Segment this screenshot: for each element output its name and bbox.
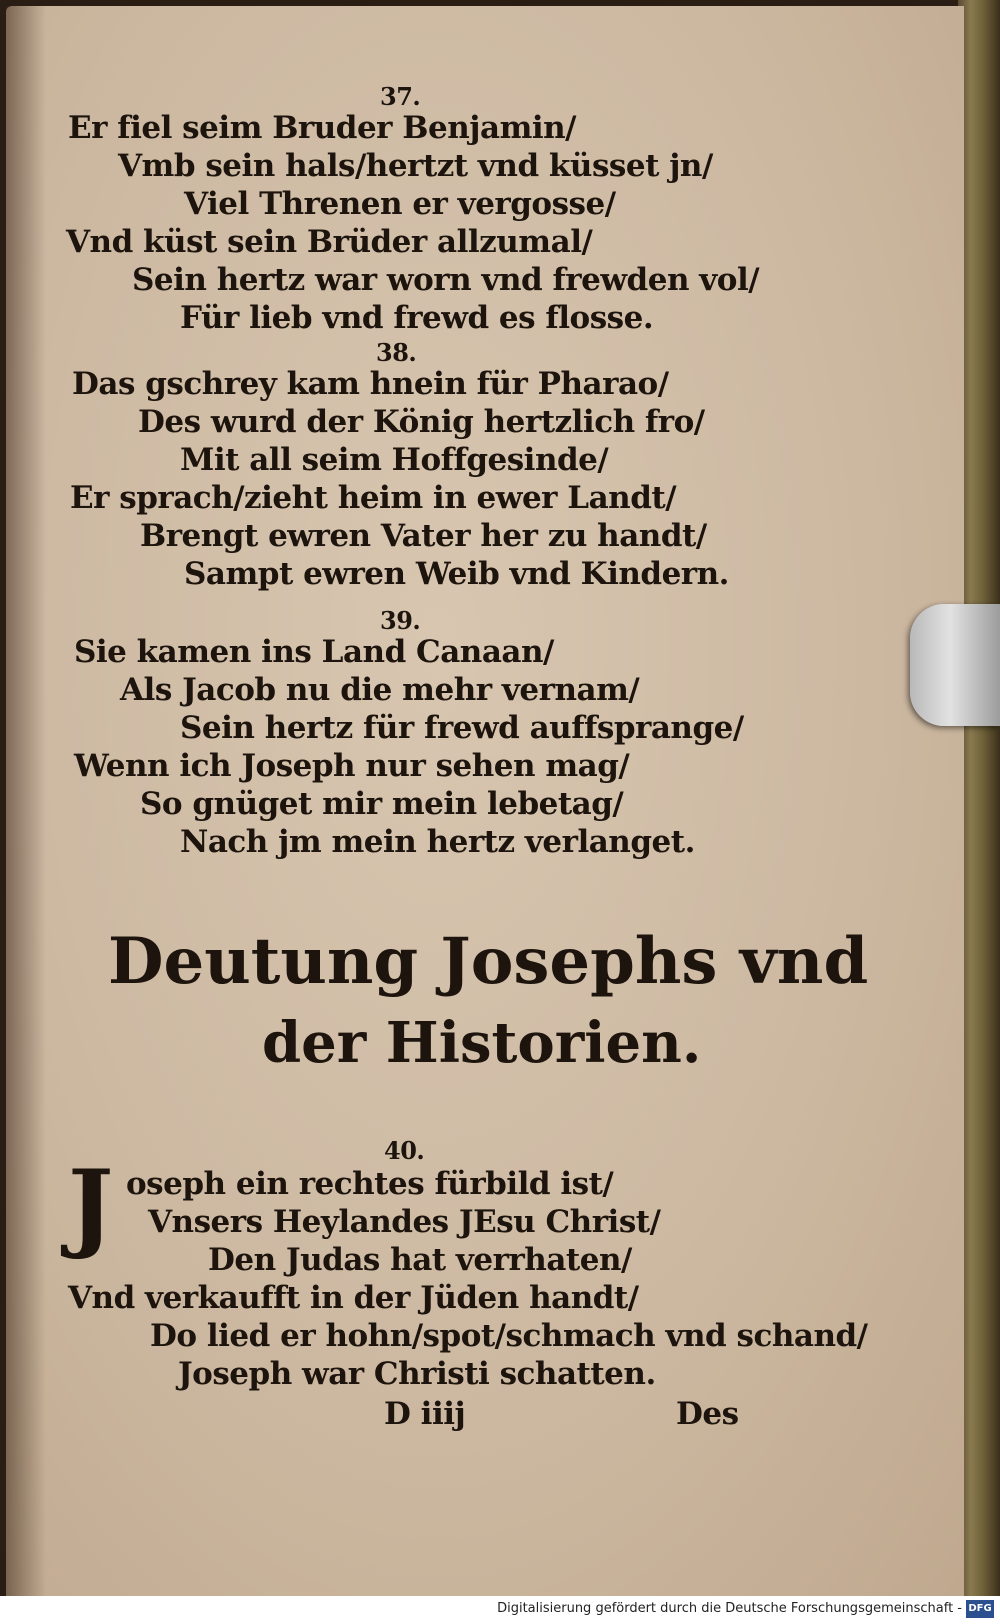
verse-line: Sie kamen ins Land Canaan/ (74, 634, 554, 670)
stanza-number: 37. (380, 82, 421, 111)
stanza-number: 39. (380, 606, 421, 635)
footer-bar (0, 1596, 1000, 1624)
gutter-shadow (6, 6, 46, 1596)
verse-line: Sampt ewren Weib vnd Kindern. (184, 556, 729, 592)
page-clip (910, 604, 1000, 726)
stanza-number: 40. (384, 1136, 425, 1165)
dfg-logo: DFG (966, 1600, 994, 1618)
verse-line: Do lied er hohn/spot/schmach vnd schand/ (150, 1318, 868, 1354)
verse-line: Er sprach/zieht heim in ewer Landt/ (70, 480, 677, 516)
verse-line: Vmb sein hals/hertzt vnd küsset jn/ (118, 148, 713, 184)
verse-line: Viel Threnen er vergosse/ (184, 186, 616, 222)
verse-line: Für lieb vnd frewd es flosse. (180, 300, 654, 336)
signature-mark: D iiij (384, 1396, 466, 1432)
verse-line: Das gschrey kam hnein für Pharao/ (72, 366, 669, 402)
verse-line: Vnd verkaufft in der Jüden handt/ (68, 1280, 639, 1316)
catchword: Des (676, 1396, 739, 1432)
verse-line: Vnsers Heylandes JEsu Christ/ (148, 1204, 661, 1240)
section-heading-continuation: der Historien. (262, 1010, 702, 1076)
verse-line: oseph ein rechtes fürbild ist/ (126, 1166, 614, 1202)
verse-line: So gnüget mir mein lebetag/ (140, 786, 624, 822)
verse-line: Sein hertz für frewd auffsprange/ (180, 710, 744, 746)
verse-line: Joseph war Christi schatten. (178, 1356, 656, 1392)
section-heading: Deutung Josephs vnd (108, 924, 869, 999)
stanza-number: 38. (376, 338, 417, 367)
verse-line: Er fiel seim Bruder Benjamin/ (68, 110, 577, 146)
verse-line: Mit all seim Hoffgesinde/ (180, 442, 609, 478)
verse-line: Des wurd der König hertzlich fro/ (138, 404, 705, 440)
verse-line: Vnd küst sein Brüder allzumal/ (66, 224, 593, 260)
verse-line: Brengt ewren Vater her zu handt/ (140, 518, 707, 554)
funding-notice: Digitalisierung gefördert durch die Deutsche Forschungsgemeinschaft - (497, 1601, 962, 1616)
initial-letter: J (68, 1149, 113, 1262)
verse-line: Als Jacob nu die mehr vernam/ (120, 672, 640, 708)
verse-line: Sein hertz war worn vnd frewden vol/ (132, 262, 760, 298)
verse-line: Wenn ich Joseph nur sehen mag/ (74, 748, 630, 784)
verse-line: Den Judas hat verrhaten/ (208, 1242, 632, 1278)
book-edge (958, 0, 1000, 1596)
verse-line: Nach jm mein hertz verlanget. (180, 824, 695, 860)
